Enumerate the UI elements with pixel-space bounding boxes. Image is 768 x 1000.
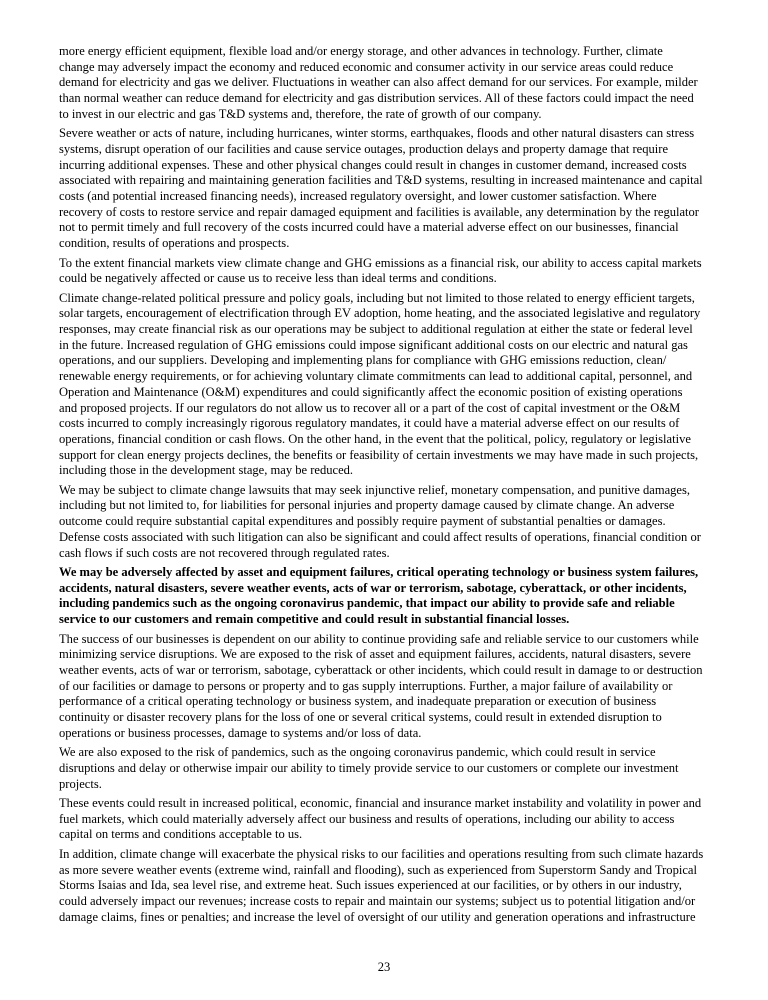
text-line: performance of a critical operating technology or business system, and inadequate preparation or execution of business [59, 694, 657, 709]
text-line: cash flows if such costs are not recovered through regulated rates. [59, 545, 390, 560]
text-line: capital on terms and conditions acceptable to us. [59, 827, 303, 842]
text-line: responses, may create financial risk as our operations may be subject to additional regulation at either the state or federal level [59, 322, 693, 337]
text-line: We may be adversely affected by asset and equipment failures, critical operating technology or business system failures, [59, 564, 699, 579]
text-line: Severe weather or acts of nature, including hurricanes, winter storms, earthquakes, floods and other natural disasters can stress [59, 126, 695, 141]
text-line: more energy efficient equipment, flexible load and/or energy storage, and other advances in technology. Further, climate [59, 44, 663, 58]
text-line: The success of our businesses is dependent on our ability to continue providing safe and reliable service to our customers while [59, 631, 699, 646]
text-line: support for clean energy projects declines, the benefits or feasibility of certain investments we may have made in such projects, [59, 447, 699, 462]
text-line: Climate change-related political pressure and policy goals, including but not limited to those related to energy efficient targets, [59, 290, 695, 305]
text-line: service to our customers and remain competitive and could result in substantial financial losses. [59, 612, 570, 627]
body-paragraph [59, 847, 754, 925]
risk-factor-heading [59, 565, 754, 628]
text-line: including but not limited to, for liabilities for personal injuries and property damage caused by climate change. An adverse [59, 498, 675, 513]
text-line: These events could result in increased political, economic, financial and insurance market instability and volatility in power and [59, 796, 702, 810]
text-line: systems, disrupt operation of our facilities and cause service outages, production delays and property damage that require [59, 141, 669, 156]
text-line: change may adversely impact the economy and reduced economic and consumer activity in our service areas could reduce [59, 59, 674, 74]
text-line: damage claims, fines or penalties; and increase the level of oversight of our utility and generation operations and infrastructure [59, 909, 696, 924]
text-line: and proposed projects. If our regulators do not allow us to recover all or a part of the cost of capital investment or the O&M [59, 400, 681, 415]
document-body [59, 44, 754, 929]
text-line: costs incurred to comply increasingly rigorous regulatory mandates, it could have a material adverse effect on our results of [59, 416, 680, 431]
text-line: including pandemics such as the ongoing coronavirus pandemic, that impact our ability to provide safe and reliable [59, 596, 675, 611]
text-line: minimizing service disruptions. We are exposed to the risk of asset and equipment failures, accidents, natural disasters, severe [59, 647, 691, 662]
body-paragraph [59, 632, 754, 742]
text-line: Operation and Maintenance (O&M) expenditures and could significantly affect the economic position of existing operations [59, 384, 683, 399]
text-line: could adversely impact our revenues; increase costs to repair and maintain our systems; subject us to potential litigation and/or [59, 893, 696, 908]
body-paragraph [59, 745, 754, 792]
text-line: outcome could require substantial capital expenditures and possibly require payment of substantial penalties or damages. [59, 514, 666, 529]
text-line: We are also exposed to the risk of pandemics, such as the ongoing coronavirus pandemic, which could result in service [59, 745, 656, 760]
text-line: costs (and potential increased financing needs), increased regulatory oversight, and lower customer satisfaction. Where [59, 188, 657, 203]
text-line: continuity or disaster recovery plans for the loss of one or several critical systems, could result in extended disruption to [59, 709, 662, 724]
text-line: associated with repairing and maintaining generation facilities and T&D systems, resulting in increased maintenance and capital [59, 173, 703, 188]
text-line: To the extent financial markets view climate change and GHG emissions as a financial risk, our ability to access capital markets [59, 255, 702, 270]
text-line: disruptions and delay or otherwise impair our ability to timely provide service to our customers or complete our investment [59, 760, 679, 775]
body-paragraph [59, 256, 754, 287]
text-line: including those in the development stage, may be reduced. [59, 463, 354, 478]
body-paragraph [59, 291, 754, 479]
body-paragraph [59, 126, 754, 252]
text-line: could be negatively affected or cause us to receive less than ideal terms and conditions. [59, 271, 497, 286]
text-line: not to permit timely and full recovery of the costs incurred could have a material adverse effect on our businesses, financial [59, 220, 679, 235]
text-line: than normal weather can reduce demand for electricity and gas distribution services. All of these factors could impact the need [59, 91, 694, 106]
text-line: fuel markets, which could materially adversely affect our business and results of operations, including our ability to access [59, 811, 675, 826]
text-line: operations or business processes, damage to systems and/or loss of data. [59, 725, 422, 740]
text-line: as more severe weather events (extreme wind, rainfall and flooding), such as experienced from Superstorm Sandy and Tropical [59, 862, 697, 877]
text-line: weather events, acts of war or terrorism, sabotage, cyberattack or other incidents, which could result in damage to or destruction [59, 662, 703, 677]
text-line: in the future. Increased regulation of GHG emissions could impose significant additional costs on our electric and natural gas [59, 337, 688, 352]
body-paragraph [59, 44, 754, 122]
text-line: demand for electricity and gas we deliver. Fluctuations in weather can also affect demand for our services. For example, milder [59, 75, 698, 90]
body-paragraph [59, 483, 754, 561]
text-line: of our facilities or damage to persons or property and to gas supply interruptions. Further, a major failure of availability or [59, 678, 673, 693]
text-line: We may be subject to climate change lawsuits that may seek injunctive relief, monetary compensation, and punitive damages, [59, 482, 691, 497]
text-line: accidents, natural disasters, severe weather events, acts of war or terrorism, sabotage, cyberattack, or other incidents, [59, 580, 687, 595]
text-line: projects. [59, 776, 102, 791]
text-line: In addition, climate change will exacerbate the physical risks to our facilities and operations resulting from such climate hazards [59, 846, 704, 861]
text-line: Storms Isaias and Ida, sea level rise, and extreme heat. Such issues experienced at our facilities, or by others in our industry, [59, 878, 682, 893]
text-line: renewable energy requirements, or for achieving voluntary climate commitments can lead to additional capital, personnel, and [59, 369, 693, 384]
page-number: 23 [377, 960, 391, 974]
text-line: condition, results of operations and prospects. [59, 236, 290, 251]
text-line: to invest in our electric and gas T&D systems and, therefore, the rate of growth of our company. [59, 106, 542, 121]
text-line: recovery of costs to restore service and repair damaged equipment and facilities is available, any determination by the regulator [59, 204, 699, 219]
text-line: operations, and our suppliers. Developing and implementing plans for compliance with GHG emissions reduction, clean/ [59, 353, 667, 368]
text-line: solar targets, encouragement of electrification through EV adoption, home heating, and the associated legislative and regulatory [59, 306, 701, 321]
text-line: operations, financial condition or cash flows. On the other hand, in the event that the political, policy, regulatory or legislative [59, 431, 691, 446]
body-paragraph [59, 796, 754, 843]
text-line: incurring additional expenses. These and other physical changes could result in changes in customer demand, increased costs [59, 157, 687, 172]
text-line: Defense costs associated with such litigation can also be significant and could affect results of operations, financial condition or [59, 529, 701, 544]
